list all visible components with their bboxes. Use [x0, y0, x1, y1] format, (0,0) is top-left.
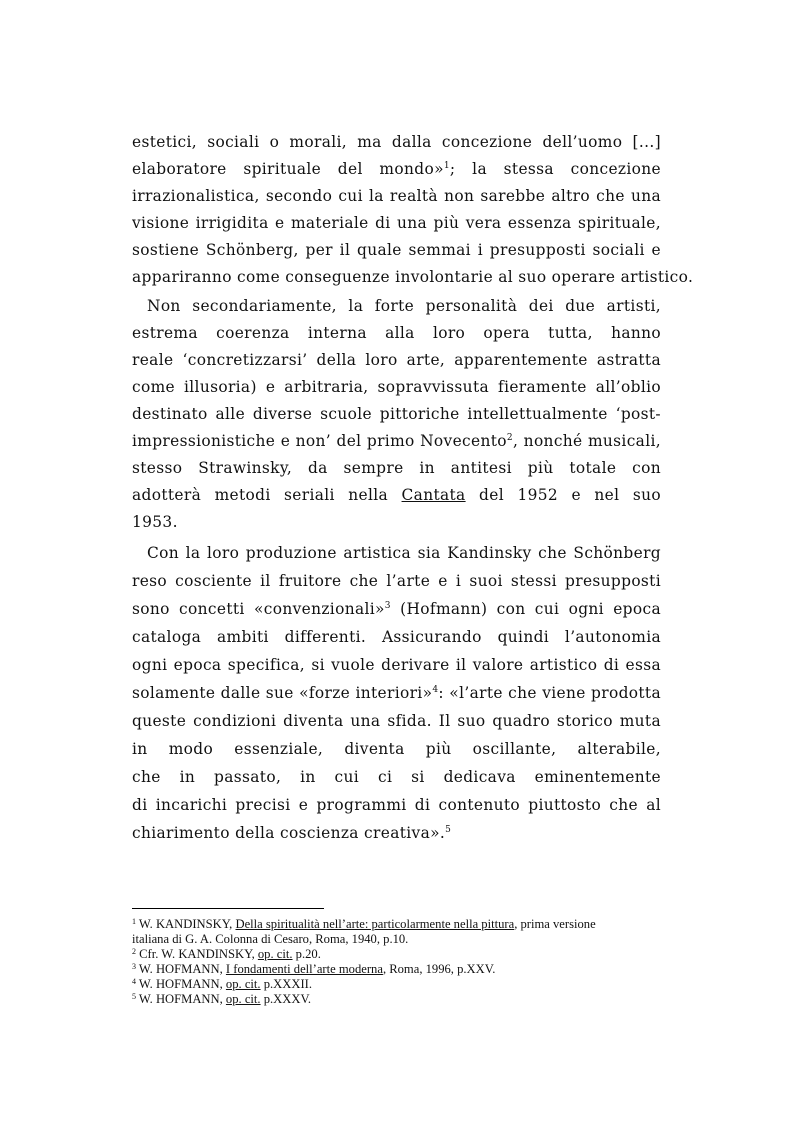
footnote-1: $^1$ W. KANDINSKY, Della spiritualità nell’arte: particolarmente nella pittura, prima versione: [132, 917, 596, 931]
text-line: reso cosciente il fruitore che l’arte e i suoi stessi presupposti: [132, 572, 661, 590]
text-line: Con la loro produzione artistica sia Kandinsky che Schönberg: [147, 544, 661, 562]
text-line: visione irrigidita e materiale di una più vera essenza spirituale,: [132, 214, 661, 232]
text-line: solamente dalle sue «forze interiori»$^4$: «l’arte che viene prodotta: [132, 684, 661, 702]
footnote-title: Della spiritualità nell’arte: particolarmente nella pittura: [235, 917, 515, 931]
footnote-ref[interactable]: 5: [445, 825, 452, 835]
text-line: elaboratore spirituale del mondo»$^1$; la stessa concezione: [132, 160, 661, 178]
footnote-title: op. cit.: [225, 992, 261, 1006]
footnote-title: I fondamenti dell’arte moderna: [225, 962, 383, 976]
footnote-1-continued: italiana di G. A. Colonna di Cesaro, Roma, 1940, p.10.: [132, 932, 409, 946]
footnote-title: op. cit.: [225, 977, 261, 991]
footnote-ref[interactable]: 1: [443, 161, 450, 171]
footnote-ref[interactable]: 3: [384, 601, 391, 611]
text-line: adotterà metodi seriali nella Cantata del 1952 e nel suo: [132, 486, 661, 504]
text-line: 1953.: [132, 513, 178, 531]
footnote-4: $^4$ W. HOFMANN, op. cit. p.XXXII.: [132, 977, 312, 991]
footnote-ref[interactable]: 4: [432, 685, 439, 695]
text-line: estetici, sociali o morali, ma dalla concezione dell’uomo [...]: [132, 133, 661, 151]
text-line: sono concetti «convenzionali»$^3$ (Hofmann) con cui ogni epoca: [132, 600, 661, 618]
footnote-ref[interactable]: 2: [506, 433, 513, 443]
text-line: irrazionalistica, secondo cui la realtà non sarebbe altro che una: [132, 187, 661, 205]
text-line: chiarimento della coscienza creativa».$^5$: [132, 824, 452, 842]
text-line: estrema coerenza interna alla loro opera tutta, hanno: [132, 324, 661, 342]
footnote-title: op. cit.: [257, 947, 293, 961]
text-line: queste condizioni diventa una sfida. Il suo quadro storico muta: [132, 712, 661, 730]
text-line: impressionistiche e non’ del primo Novecento$^2$, nonché musicali,: [132, 432, 661, 450]
text-line: sostiene Schönberg, per il quale semmai i presupposti sociali e: [132, 241, 661, 259]
work-title-cantata: Cantata: [401, 486, 466, 504]
text-line: ogni epoca specifica, si vuole derivare il valore artistico di essa: [132, 656, 661, 674]
text-line: destinato alle diverse scuole pittoriche intellettualmente ‘post-: [132, 405, 661, 423]
text-line: appariranno come conseguenze involontarie al suo operare artistico.: [132, 268, 694, 286]
text-line: stesso Strawinsky, da sempre in antitesi più totale con: [132, 459, 661, 477]
text-line: come illusoria) e arbitraria, sopravvissuta fieramente all’oblio: [132, 378, 661, 396]
footnote-5: $^5$ W. HOFMANN, op. cit. p.XXXV.: [132, 992, 312, 1006]
text-line: di incarichi precisi e programmi di contenuto piuttosto che al: [132, 796, 661, 814]
text-line: che in passato, in cui ci si dedicava eminentemente: [132, 768, 661, 786]
footnote-2: $^2$ Cfr. W. KANDINSKY, op. cit. p.20.: [132, 947, 321, 961]
text-line: Non secondariamente, la forte personalità dei due artisti,: [147, 297, 661, 315]
footnote-3: $^3$ W. HOFMANN, I fondamenti dell’arte moderna, Roma, 1996, p.XXV.: [132, 962, 496, 976]
text-line: in modo essenziale, diventa più oscillante, alterabile,: [132, 740, 661, 758]
text-line: reale ‘concretizzarsi’ della loro arte, apparentemente astratta: [132, 351, 661, 369]
text-line: cataloga ambiti differenti. Assicurando quindi l’autonomia: [132, 628, 661, 646]
footnote-separator: [132, 908, 324, 909]
